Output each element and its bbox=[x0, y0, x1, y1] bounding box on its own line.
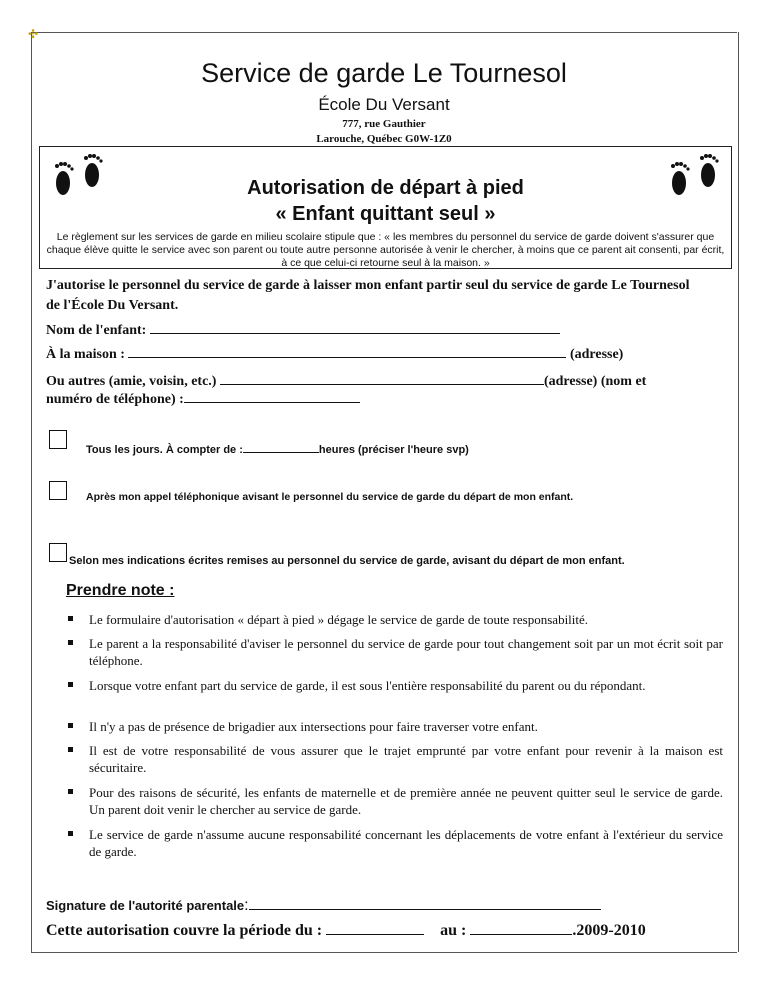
page-border-bottom bbox=[31, 952, 737, 953]
note-item: Le formulaire d'autorisation « départ à pied » dégage le service de garde de toute responsabilité. bbox=[68, 611, 723, 628]
bullet-icon bbox=[68, 723, 73, 728]
anchor-icon: ✣ bbox=[28, 27, 39, 41]
period-to-label: au : bbox=[440, 922, 467, 939]
option-checkbox-written[interactable] bbox=[49, 543, 67, 562]
note-item: Lorsque votre enfant part du service de garde, il est sous l'entière responsabilité du parent ou du répondant. bbox=[68, 677, 723, 694]
child-name-row bbox=[46, 319, 560, 339]
note-item: Le service de garde n'assume aucune responsabilité concernant les déplacements de votre enfant à l'extérieur du service de garde. bbox=[68, 826, 723, 860]
child-name-label: Nom de l'enfant: bbox=[46, 323, 147, 338]
form-heading: Autorisation de départ à pied bbox=[247, 177, 524, 199]
period-end-field[interactable] bbox=[470, 920, 572, 935]
option-checkbox-daily[interactable] bbox=[49, 430, 67, 449]
other-address-field[interactable] bbox=[220, 370, 544, 385]
bullet-icon bbox=[68, 831, 73, 836]
address-line-2: Larouche, Québec G0W-1Z0 bbox=[316, 133, 452, 145]
bullet-icon bbox=[68, 789, 73, 794]
period-label: Cette autorisation couvre la période du : bbox=[46, 922, 323, 939]
period-year: .2009-2010 bbox=[572, 922, 646, 939]
signature-label: Signature de l'autorité parentale bbox=[46, 898, 245, 913]
bullet-icon bbox=[68, 640, 73, 645]
address-line-1: 777, rue Gauthier bbox=[342, 118, 426, 130]
bullet-icon bbox=[68, 616, 73, 621]
home-address-field[interactable] bbox=[128, 343, 566, 358]
period-row bbox=[46, 920, 646, 940]
note-item: Pour des raisons de sécurité, les enfants de maternelle et de première année ne peuvent quitter seul le service de garde. Un parent doit venir le chercher au service de garde. bbox=[68, 784, 723, 818]
note-item: Il est de votre responsabilité de vous assurer que le trajet emprunté par votre enfant pour revenir à la maison est sécuritaire. bbox=[68, 742, 723, 776]
other-label: Ou autres (amie, voisin, etc.) bbox=[46, 374, 217, 389]
note-item: Le parent a la responsabilité d'aviser le personnel du service de garde pour tout changement soit par un mot écrit soit par téléphone. bbox=[68, 635, 723, 669]
note-item: Il n'y a pas de présence de brigadier aux intersections pour faire traverser votre enfant. bbox=[68, 718, 723, 735]
home-label: À la maison : bbox=[46, 347, 125, 362]
form-subheading: « Enfant quittant seul » bbox=[275, 203, 496, 225]
child-name-field[interactable] bbox=[150, 319, 560, 334]
period-start-field[interactable] bbox=[326, 920, 424, 935]
option-daily-suffix: heures (préciser l'heure svp) bbox=[318, 444, 469, 456]
notice-box bbox=[39, 146, 732, 269]
signature-row: Signature de l'autorité parentale: bbox=[46, 893, 601, 915]
home-suffix: (adresse) bbox=[569, 347, 624, 362]
time-field[interactable] bbox=[243, 441, 319, 453]
other-suffix: (adresse) (nom et bbox=[543, 374, 647, 389]
option-written-instructions: Selon mes indications écrites remises au personnel du service de garde, avisant du départ de mon enfant. bbox=[69, 555, 625, 567]
phone-row bbox=[46, 388, 360, 408]
page-title: Service de garde Le Tournesol bbox=[201, 58, 567, 88]
school-name: École Du Versant bbox=[318, 95, 450, 114]
home-row bbox=[46, 343, 623, 363]
other-row bbox=[46, 370, 646, 390]
option-daily-prefix: Tous les jours. À compter de : bbox=[86, 444, 243, 456]
bullet-icon bbox=[68, 682, 73, 687]
phone-field[interactable] bbox=[184, 388, 360, 403]
authorization-statement: J'autorise le personnel du service de garde à laisser mon enfant partir seul du service de garde Le Tournesol de l'École Du Versant. bbox=[46, 278, 690, 313]
phone-label: numéro de téléphone) : bbox=[46, 392, 184, 407]
option-checkbox-phone[interactable] bbox=[49, 481, 67, 500]
bullet-icon bbox=[68, 747, 73, 752]
option-phone-call: Après mon appel téléphonique avisant le personnel du service de garde du départ de mon enfant. bbox=[86, 491, 574, 503]
signature-field[interactable] bbox=[249, 893, 601, 910]
notes-heading: Prendre note : bbox=[66, 582, 175, 599]
regulation-text: Le règlement sur les services de garde en milieu scolaire stipule que : « les membres du personnel du service de garde doivent s'assurer que chaque élève quitte le service avec son parent ou toute autre personne autorisée à venir le chercher, à moins que ce parent ait consenti, par écrit, à ce que celui-ci retourne seul à la maison. » bbox=[46, 231, 725, 269]
option-daily bbox=[86, 441, 469, 456]
